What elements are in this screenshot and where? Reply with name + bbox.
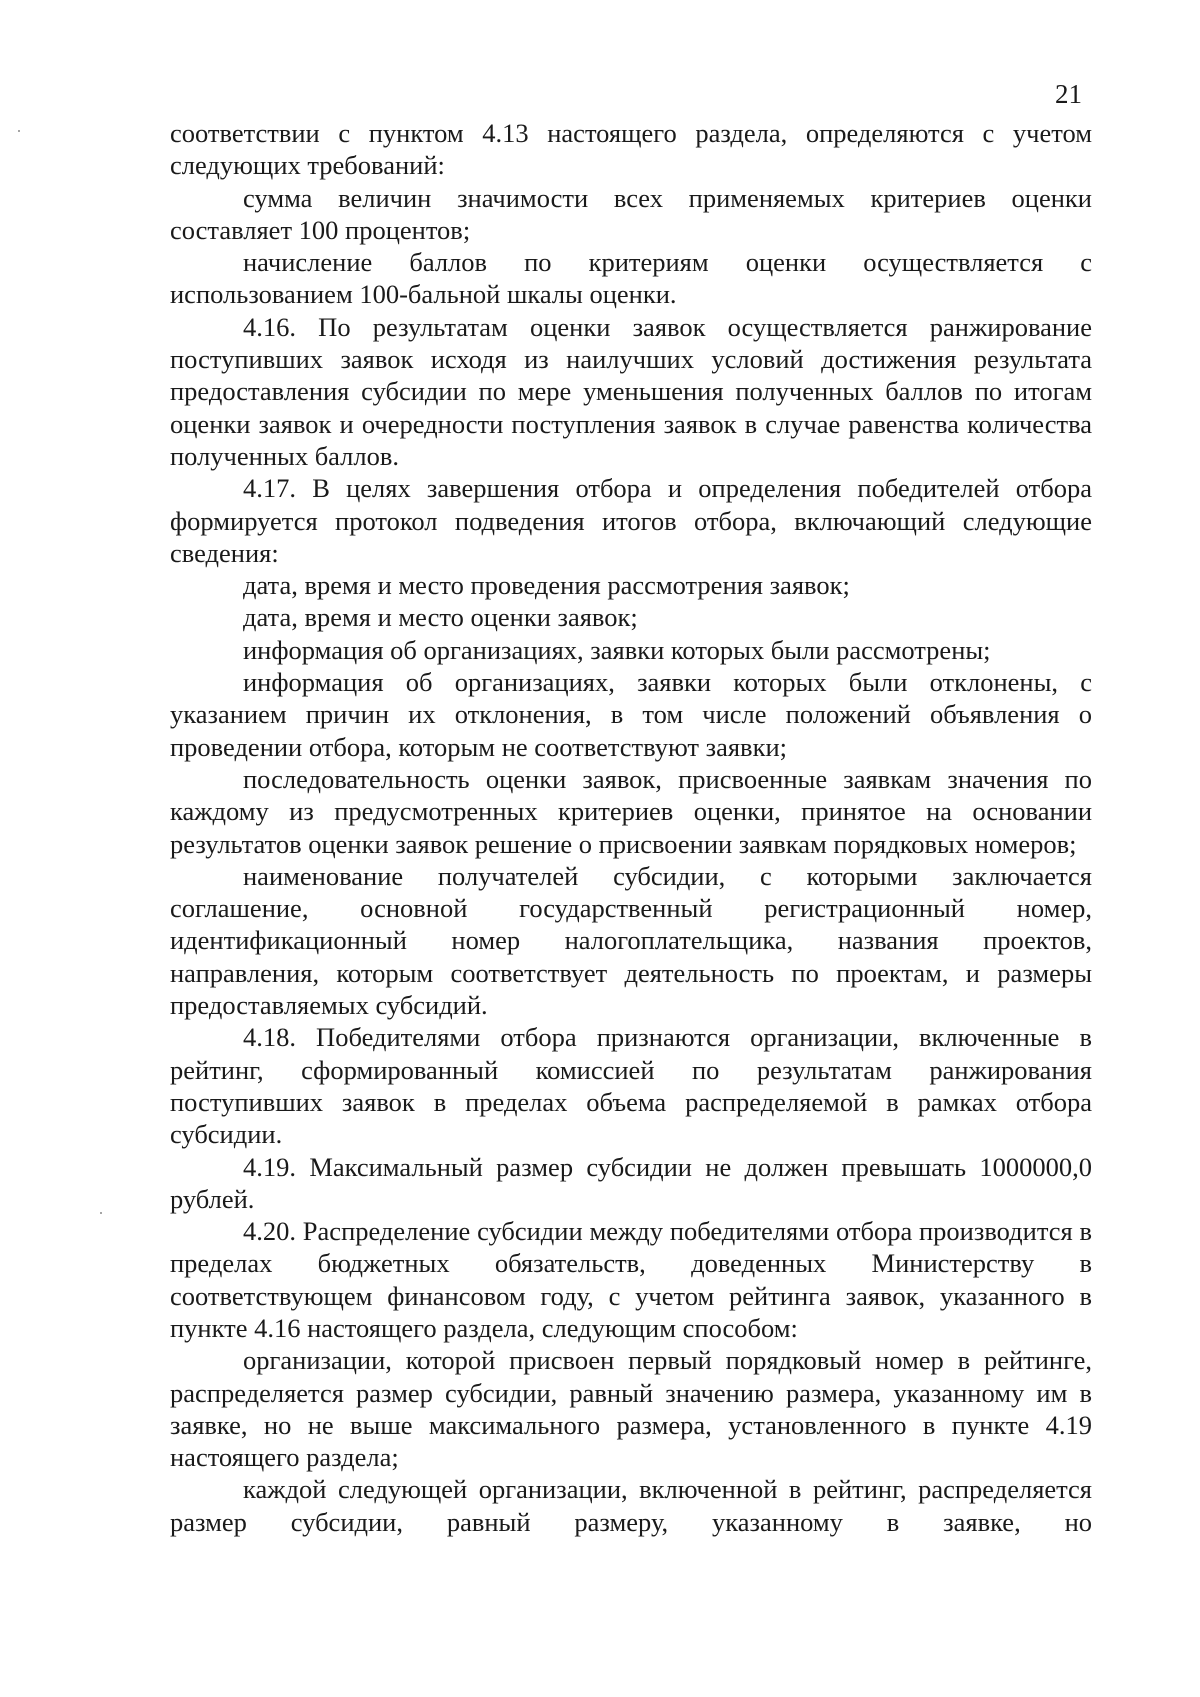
paragraph: 4.20. Распределение субсидии между победителями отбора производится в пределах бюджетных обязательств, доведенных Министерству в соответствующем финансовом году, с учетом рейтинга заявок, указанного в пункте 4.16 настоящего раздела, следующим способом: — [170, 1216, 1092, 1343]
paragraph: сумма величин значимости всех применяемых критериев оценки составляет 100 процентов; — [170, 182, 1092, 245]
paragraph: 4.19. Максимальный размер субсидии не должен превышать 1000000,0 рублей. — [170, 1151, 1092, 1214]
paragraph: каждой следующей организации, включенной в рейтинг, распределяется размер субсидии, равный размеру, указанному в заявке, но — [170, 1474, 1092, 1537]
paragraph: соответствии с пунктом 4.13 настоящего раздела, определяются с учетом следующих требований: — [170, 118, 1092, 181]
paragraph: дата, время и место оценки заявок; — [243, 602, 638, 633]
paragraph: дата, время и место проведения рассмотрения заявок; — [243, 570, 850, 601]
paragraph: последовательность оценки заявок, присвоенные заявкам значения по каждому из предусмотренных критериев оценки, принятое на основании результатов оценки заявок решение о присвоении заявкам порядковых номеров; — [170, 763, 1092, 859]
document-body — [170, 117, 1092, 1538]
paragraph: начисление баллов по критериям оценки осуществляется с использованием 100-бальной шкалы оценки. — [170, 247, 1092, 310]
page-number: 21 — [1055, 79, 1082, 109]
paragraph: 4.17. В целях завершения отбора и определения победителей отбора формируется протокол подведения итогов отбора, включающий следующие сведения: — [170, 473, 1092, 568]
paragraph: информация об организациях, заявки которых были рассмотрены; — [243, 634, 991, 665]
scan-speck — [18, 130, 20, 132]
paragraph: организации, которой присвоен первый порядковый номер в рейтинге, распределяется размер субсидии, равный значению размера, указанному им в заявке, но не выше максимального размера, установленного в пункте 4.19 настоящего раздела; — [170, 1345, 1092, 1473]
paragraph: 4.18. Победителями отбора признаются организации, включенные в рейтинг, сформированный комиссией по результатам ранжирования поступивших заявок в пределах объема распределяемой в рамках отбора субсидии. — [170, 1022, 1092, 1150]
paragraph: 4.16. По результатам оценки заявок осуществляется ранжирование поступивших заявок исходя из наилучших условий достижения результата предоставления субсидии по мере уменьшения полученных баллов по итогам оценки заявок и очередности поступления заявок в случае равенства количества полученных баллов. — [170, 311, 1092, 471]
paragraph: информация об организациях, заявки которых были отклонены, с указанием причин их отклонения, в том числе положений объявления о проведении отбора, которым не соответствуют заявки; — [170, 667, 1092, 762]
scan-speck — [100, 1212, 102, 1214]
paragraph: наименование получателей субсидии, с которыми заключается соглашение, основной государственный регистрационный номер, идентификационный номер налогоплательщика, названия проектов, направления, которым соответствует деятельность по проектам, и размеры предоставляемых субсидий. — [170, 860, 1092, 1021]
